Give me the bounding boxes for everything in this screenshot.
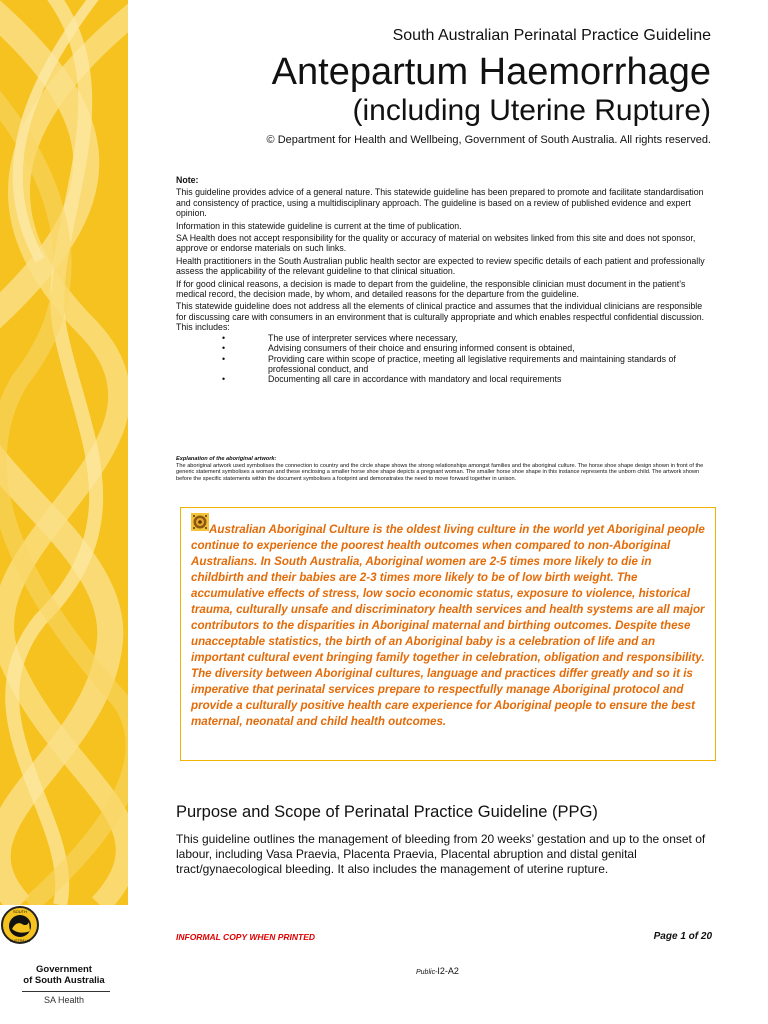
page-number: Page 1 of 20 (653, 931, 712, 942)
note-paragraph: If for good clinical reasons, a decision is made to depart from the guideline, the responsible clinician must document in the patient’s medical record, the decision made, by whom, and detailed reasons for the departure from the guideline. (176, 278, 686, 300)
page-title-line2: (including Uterine Rupture) (352, 94, 711, 127)
bullet-icon: • (222, 332, 226, 343)
seal-bottom-text: AUSTRALIA (10, 939, 30, 943)
note-paragraph: This guideline provides advice of a general nature. This statewide guideline has been prepared to promote and facilitate standardisation and consistency of practice, using a multidisciplinary approach. The guideline is based on a review of published evidence and expert opinion. (176, 187, 704, 219)
classification-code: I2-A2 (437, 966, 459, 976)
logo-sa-health: SA Health (43, 995, 85, 1005)
purpose-heading: Purpose and Scope of Perinatal Practice Guideline (PPG) (176, 803, 598, 821)
disclaimer-note (176, 175, 706, 385)
note-bullet-list (176, 333, 706, 385)
classification-label (416, 966, 459, 976)
artwork-title: Explanation of the aboriginal artwork: (176, 456, 277, 462)
sa-seal-icon (0, 905, 40, 949)
note-paragraph: SA Health does not accept responsibility for the quality or accuracy of material on websites linked from this site and does not sponsor, approve or endorse materials on such links. (176, 233, 696, 254)
list-item: • The use of interpreter services where necessary, (222, 332, 458, 343)
bullet-icon: • (222, 343, 226, 354)
note-title: Note: (176, 175, 199, 185)
list-item: • Advising consumers of their choice and ensuring informed consent is obtained, (222, 343, 575, 354)
informal-copy-notice: INFORMAL COPY WHEN PRINTED (176, 932, 315, 942)
purpose-body: This guideline outlines the management of bleeding from 20 weeks’ gestation and up to the onset of labour, including Vasa Praevia, Placenta Praevia, Placental abruption and distal genital tract/gynaecological bleeding. It also includes the management of uterine rupture. (176, 832, 706, 876)
guideline-subtitle: South Australian Perinatal Practice Guideline (392, 27, 711, 44)
list-item: • Providing care within scope of practice, meeting all legislative requirements and maintaining standards of professional conduct, and (222, 353, 676, 374)
artwork-text: The aboriginal artwork used symbolises the connection to country and the circle shape shows the strong relationships amongst families and the aboriginal culture. The horse shoe shape design shown in front of the generic statement symbolises a woman and these enclosing a smaller horse shoe shape depicts a pregnant woman. The smaller horse shoe shape in this instance represents the unborn child. The artwork shown before the specific statements within the document symbolises a footprint and demonstrates the need to move forward together in unison. (176, 462, 704, 482)
note-paragraph: Health practitioners in the South Australian public health sector are expected to review specific details of each patient and professionally assess the applicability of the relevant guideline to that clinical situation. (176, 255, 705, 277)
government-logo (0, 905, 128, 1024)
logo-of-sa: of South Australia (23, 975, 105, 986)
classification-prefix: Public- (416, 969, 438, 976)
artwork-explanation (176, 456, 706, 482)
bullet-icon: • (222, 374, 226, 385)
copyright: © Department for Health and Wellbeing, Government of South Australia. All rights reserved. (266, 134, 711, 146)
logo-divider (22, 991, 110, 992)
bullet-icon: • (222, 353, 226, 364)
aboriginal-culture-box (180, 507, 716, 761)
seal-top-text: SOUTH (13, 909, 27, 914)
note-paragraph: This statewide guideline does not address all the elements of clinical practice and assumes that the individual clinicians are responsible for discussing care with consumers in an environment that is culturally appropriate and which enables respectful confidential discussion. This includes: (176, 301, 705, 333)
page-title: Antepartum Haemorrhage (271, 51, 711, 93)
culture-statement: Australian Aboriginal Culture is the oldest living culture in the world yet Aboriginal people continue to experience the poorest health outcomes when compared to non-Aboriginal Australians. In South Australia, Aboriginal women are 2-5 times more likely to die in childbirth and their babies are 2-3 times more likely to be of low birth weight. The accumulative effects of stress, low socio economic status, exposure to violence, historical trauma, culturally unsafe and discriminatory health services and health systems are all major contributors to the disparities in Aboriginal maternal and birthing outcomes. Despite these unacceptable statistics, the birth of an Aboriginal baby is a celebration of life and an important cultural event bringing family together in celebration, obligation and responsibility. The diversity between Aboriginal cultures, language and practices differ greatly and so it is imperative that perinatal services prepare to respectfully manage Aboriginal protocol and provide a culturally positive health care experience for Aboriginal people to ensure the best maternal, neonatal and child health outcomes. (191, 523, 705, 728)
wave-pattern (0, 0, 128, 905)
list-item: • Documenting all care in accordance with mandatory and local requirements (222, 374, 562, 385)
decorative-sidebar (0, 0, 128, 1024)
note-paragraph: Information in this statewide guideline is current at the time of publication. (176, 220, 462, 231)
logo-government: Government (36, 964, 92, 975)
